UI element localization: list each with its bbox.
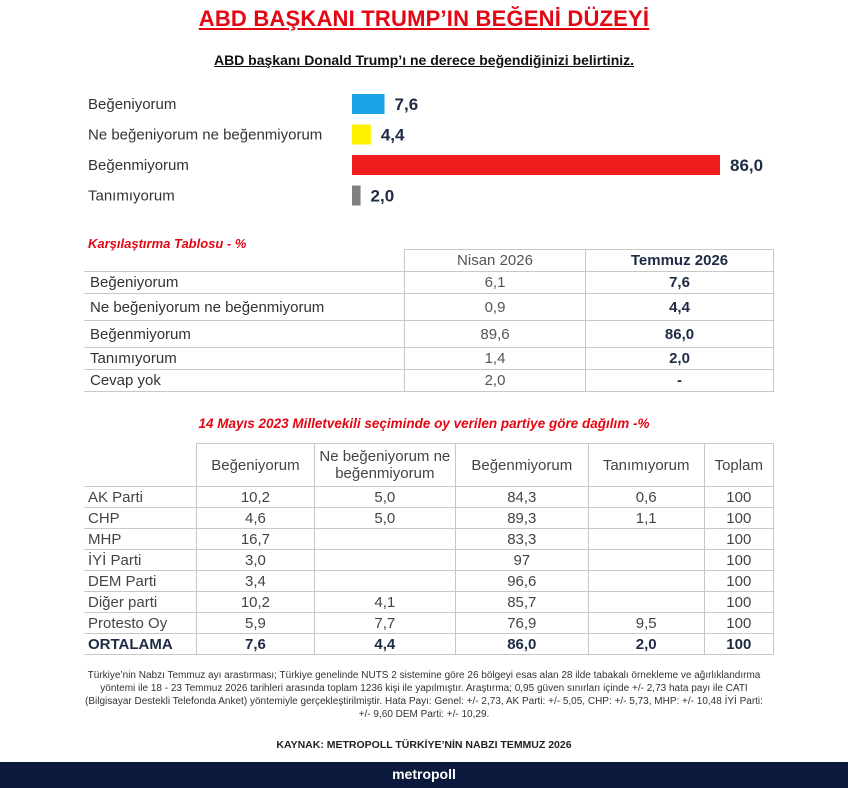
comparison-cell: 2,0 bbox=[405, 370, 586, 392]
comparison-cell: 1,4 bbox=[405, 348, 586, 370]
comparison-col-header: Temmuz 2026 bbox=[586, 250, 774, 272]
comparison-row-label: Beğenmiyorum bbox=[84, 321, 405, 348]
party-cell bbox=[588, 550, 704, 571]
party-cell: 83,3 bbox=[455, 529, 588, 550]
party-cell: 100 bbox=[704, 571, 773, 592]
bar-value-label: 86,0 bbox=[730, 156, 764, 175]
bar bbox=[352, 155, 720, 175]
party-cell: 3,0 bbox=[197, 550, 315, 571]
comparison-row-label: Tanımıyorum bbox=[84, 348, 405, 370]
bar bbox=[352, 94, 385, 114]
comparison-cell: 86,0 bbox=[586, 321, 774, 348]
party-cell bbox=[314, 529, 455, 550]
party-cell bbox=[588, 592, 704, 613]
party-col-header: Toplam bbox=[704, 444, 773, 487]
comparison-col-header: Nisan 2026 bbox=[405, 250, 586, 272]
party-row-label: Diğer parti bbox=[84, 592, 197, 613]
source-line: KAYNAK: METROPOLL TÜRKİYE’NİN NABZI TEMMUZ 2026 bbox=[276, 739, 572, 751]
party-cell: 96,6 bbox=[455, 571, 588, 592]
party-row-label: CHP bbox=[84, 508, 197, 529]
party-cell: 4,1 bbox=[314, 592, 455, 613]
party-cell: 100 bbox=[704, 613, 773, 634]
comparison-cell: 6,1 bbox=[405, 272, 586, 294]
brand-logo: metropoll bbox=[392, 766, 456, 782]
party-cell: 0,6 bbox=[588, 487, 704, 508]
party-col-header: Beğenmiyorum bbox=[455, 444, 588, 487]
comparison-cell: 7,6 bbox=[586, 272, 774, 294]
party-cell: 10,2 bbox=[197, 487, 315, 508]
party-corner bbox=[84, 444, 197, 487]
party-cell: 89,3 bbox=[455, 508, 588, 529]
bar-value-label: 2,0 bbox=[370, 186, 395, 206]
party-row-label: DEM Parti bbox=[84, 571, 197, 592]
party-cell: 100 bbox=[704, 508, 773, 529]
bar-category-label: Tanımıyorum bbox=[88, 187, 175, 205]
party-cell bbox=[314, 550, 455, 571]
comparison-row-label: Ne beğeniyorum ne beğenmiyorum bbox=[84, 294, 405, 321]
comparison-corner bbox=[84, 250, 405, 272]
party-cell: 3,4 bbox=[197, 571, 315, 592]
party-col-header: Tanımıyorum bbox=[588, 444, 704, 487]
party-cell: 5,0 bbox=[314, 487, 455, 508]
party-cell: 100 bbox=[704, 487, 773, 508]
party-average-label: ORTALAMA bbox=[84, 634, 197, 655]
party-cell: 100 bbox=[704, 529, 773, 550]
party-cell: 84,3 bbox=[455, 487, 588, 508]
party-cell: 100 bbox=[704, 592, 773, 613]
page-title: ABD BAŞKANI TRUMP’IN BEĞENİ DÜZEYİ bbox=[198, 6, 650, 31]
bar-chart bbox=[0, 0, 848, 220]
party-cell: 4,6 bbox=[197, 508, 315, 529]
party-cell bbox=[588, 529, 704, 550]
party-cell: 76,9 bbox=[455, 613, 588, 634]
comparison-cell: 0,9 bbox=[405, 294, 586, 321]
bar-category-label: Beğeniyorum bbox=[88, 96, 177, 113]
party-cell: 1,1 bbox=[588, 508, 704, 529]
party-average-cell: 7,6 bbox=[197, 634, 315, 655]
comparison-row-label: Beğeniyorum bbox=[84, 272, 405, 294]
bar-category-label: Beğenmiyorum bbox=[88, 157, 189, 174]
comparison-cell: 2,0 bbox=[586, 348, 774, 370]
party-col-header: Ne beğeniyorum ne beğenmiyorum bbox=[314, 444, 455, 487]
party-cell: 7,7 bbox=[314, 613, 455, 634]
bar-category-label: Ne beğeniyorum ne beğenmiyorum bbox=[88, 126, 323, 144]
party-cell: 97 bbox=[455, 550, 588, 571]
party-cell: 5,0 bbox=[314, 508, 455, 529]
party-average-cell: 100 bbox=[704, 634, 773, 655]
bar bbox=[352, 125, 371, 145]
question-subtitle: ABD başkanı Donald Trump’ı ne derece beğendiğinizi belirtiniz. bbox=[213, 52, 635, 68]
methodology-note: Türkiye’nin Nabzı Temmuz ayı arastırması; Türkiye genelinde NUTS 2 sistemine göre 26 bölgeyi esas alan 28 ilde tabakalı örnekleme ve ağırlıklandırma yöntemi ile 18 - 23 Temmuz 2026 tarihleri arasında toplam 1236 kişi ile yapılmıştır. Araştırma; 0,95 güven sınırları içinde +/- 2,73 hata payı ile CATI (Bilgisayar Destekli Telefonda Anket) yöntemiyle gerçekleştirilmiştir. Hata Payı: Genel: +/- 2,73, AK Parti: +/- 5,05, CHP: +/- 5,73, MHP: +/- 10,48 İYİ Parti: +/- 9,60 DEM Parti: +/- 10,29. bbox=[85, 670, 763, 720]
party-cell bbox=[314, 571, 455, 592]
comparison-row-label: Cevap yok bbox=[84, 370, 405, 392]
bar-value-label: 7,6 bbox=[394, 95, 419, 114]
comparison-table bbox=[84, 249, 774, 392]
party-table bbox=[84, 443, 774, 655]
party-cell: 16,7 bbox=[197, 529, 315, 550]
party-cell bbox=[588, 571, 704, 592]
comparison-cell: - bbox=[586, 370, 774, 392]
party-cell: 85,7 bbox=[455, 592, 588, 613]
party-row-label: İYİ Parti bbox=[84, 550, 197, 571]
party-row-label: AK Parti bbox=[84, 487, 197, 508]
bar-value-label: 4,4 bbox=[380, 125, 405, 145]
comparison-cell: 4,4 bbox=[586, 294, 774, 321]
party-cell: 100 bbox=[704, 550, 773, 571]
party-cell: 10,2 bbox=[197, 592, 315, 613]
party-table-title: 14 Mayıs 2023 Milletvekili seçiminde oy verilen partiye göre dağılım -% bbox=[198, 416, 650, 431]
comparison-title: Karşılaştırma Tablosu - % bbox=[88, 236, 247, 251]
party-average-cell: 86,0 bbox=[455, 634, 588, 655]
party-cell: 5,9 bbox=[197, 613, 315, 634]
party-col-header: Beğeniyorum bbox=[197, 444, 315, 487]
party-cell: 9,5 bbox=[588, 613, 704, 634]
comparison-cell: 89,6 bbox=[405, 321, 586, 348]
party-average-cell: 4,4 bbox=[314, 634, 455, 655]
party-row-label: MHP bbox=[84, 529, 197, 550]
party-row-label: Protesto Oy bbox=[84, 613, 197, 634]
party-average-cell: 2,0 bbox=[588, 634, 704, 655]
bar bbox=[352, 186, 361, 206]
